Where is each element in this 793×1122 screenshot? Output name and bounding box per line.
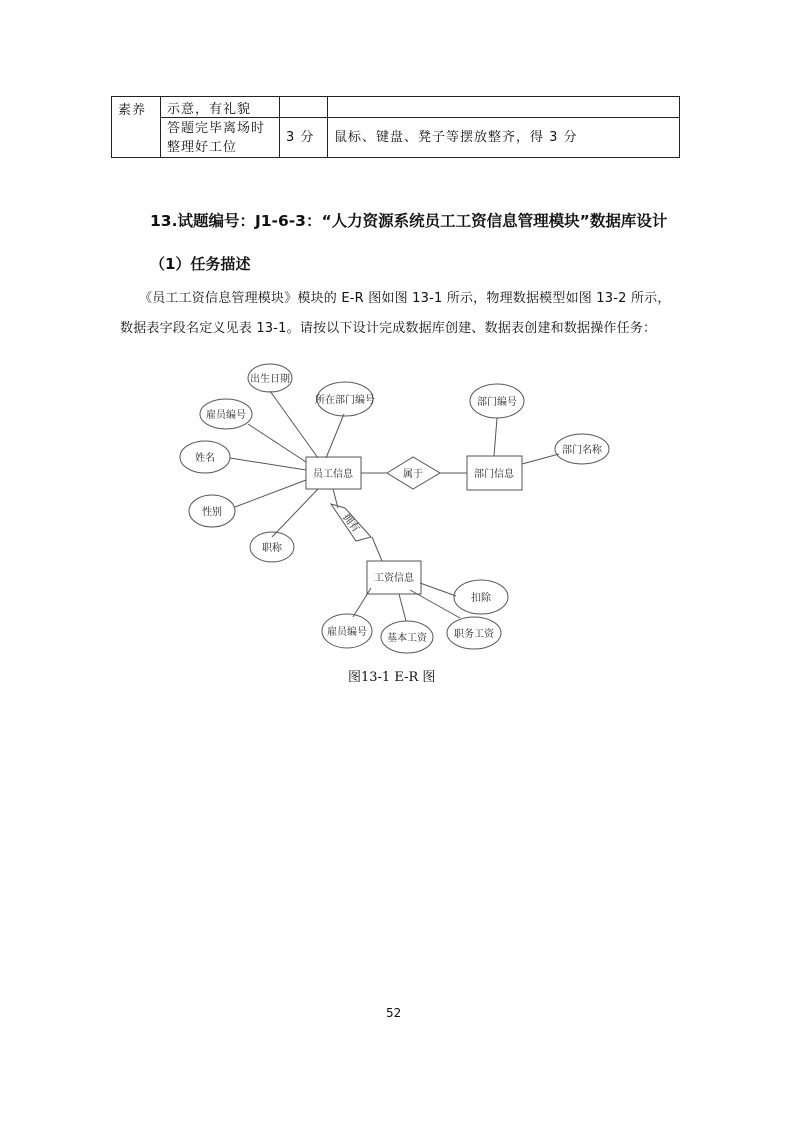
table-cell-category: 素养 — [112, 97, 161, 158]
attribute-label: 职称 — [262, 543, 282, 554]
paragraph-line: 《员工工资信息管理模块》模块的 E-R 图如图 13-1 所示，物理数据模型如图 13-2 所示， — [139, 291, 671, 306]
relationship-label: 属于 — [403, 469, 423, 480]
entity-employee — [306, 457, 361, 489]
connector-line — [353, 588, 371, 617]
connector-line — [522, 454, 559, 464]
entity-label: 员工信息 — [313, 469, 353, 480]
connector-line — [270, 391, 318, 458]
connector-line — [230, 458, 306, 470]
entity-label: 部门信息 — [474, 469, 514, 480]
attribute-deduction — [454, 580, 508, 614]
section-heading: 13.试题编号：J1-6-3：“人力资源系统员工工资信息管理模块”数据库设计 — [150, 212, 668, 230]
attribute-label: 扣除 — [471, 593, 491, 604]
attribute-salary-emp-no — [322, 614, 372, 648]
connector-line — [272, 489, 318, 537]
attribute-label: 基本工资 — [387, 633, 427, 644]
page-number: 52 — [386, 1006, 402, 1020]
sub-heading: （1）任务描述 — [150, 255, 251, 273]
attribute-birth-date — [248, 364, 292, 392]
attribute-department-name — [555, 434, 609, 464]
attribute-label: 部门名称 — [562, 445, 602, 456]
attribute-label: 雇员编号 — [206, 410, 246, 421]
relationship-has — [331, 504, 371, 541]
attribute-label: 所在部门编号 — [315, 395, 375, 406]
entity-label: 工资信息 — [374, 573, 414, 584]
connector-line — [420, 583, 456, 596]
connector-line — [399, 594, 406, 621]
table-cell-criteria: 鼠标、键盘、凳子等摆放整齐，得 3 分 — [328, 118, 680, 158]
attribute-label: 职务工资 — [454, 629, 494, 640]
attribute-position-salary — [447, 617, 501, 649]
connector-line — [235, 480, 306, 507]
paragraph-line: 数据表字段名定义见表 13-1。请按以下设计完成数据库创建、数据表创建和数据操作任务： — [120, 321, 657, 336]
connector-line — [494, 418, 497, 456]
table-cell-item-line: 整理好工位 — [167, 139, 238, 155]
entity-salary — [367, 561, 421, 594]
entity-department — [467, 456, 522, 490]
attribute-label: 出生日期 — [250, 374, 290, 385]
table-cell-item: 示意，有礼貌 — [161, 97, 280, 118]
connector-line — [326, 414, 344, 458]
attribute-name — [180, 441, 230, 473]
attribute-label: 性别 — [202, 507, 222, 518]
figure-caption: 图13-1 E-R 图 — [348, 670, 436, 685]
connector-lines — [230, 391, 559, 621]
attribute-department-no — [470, 384, 524, 418]
connector-line — [372, 537, 382, 561]
attribute-label: 雇员编号 — [327, 627, 367, 638]
attribute-label: 部门编号 — [477, 397, 517, 408]
attribute-dept-no — [315, 382, 375, 416]
attribute-label: 姓名 — [195, 453, 215, 464]
relationship-belongs — [387, 457, 440, 489]
attribute-gender — [189, 495, 235, 527]
table-cell-item-line: 答题完毕离场时 — [167, 120, 266, 136]
attribute-emp-no — [200, 399, 252, 429]
table-cell-score: 3 分 — [280, 118, 328, 158]
relationship-label: 拥有 — [340, 512, 362, 535]
attribute-base-salary — [381, 621, 433, 653]
